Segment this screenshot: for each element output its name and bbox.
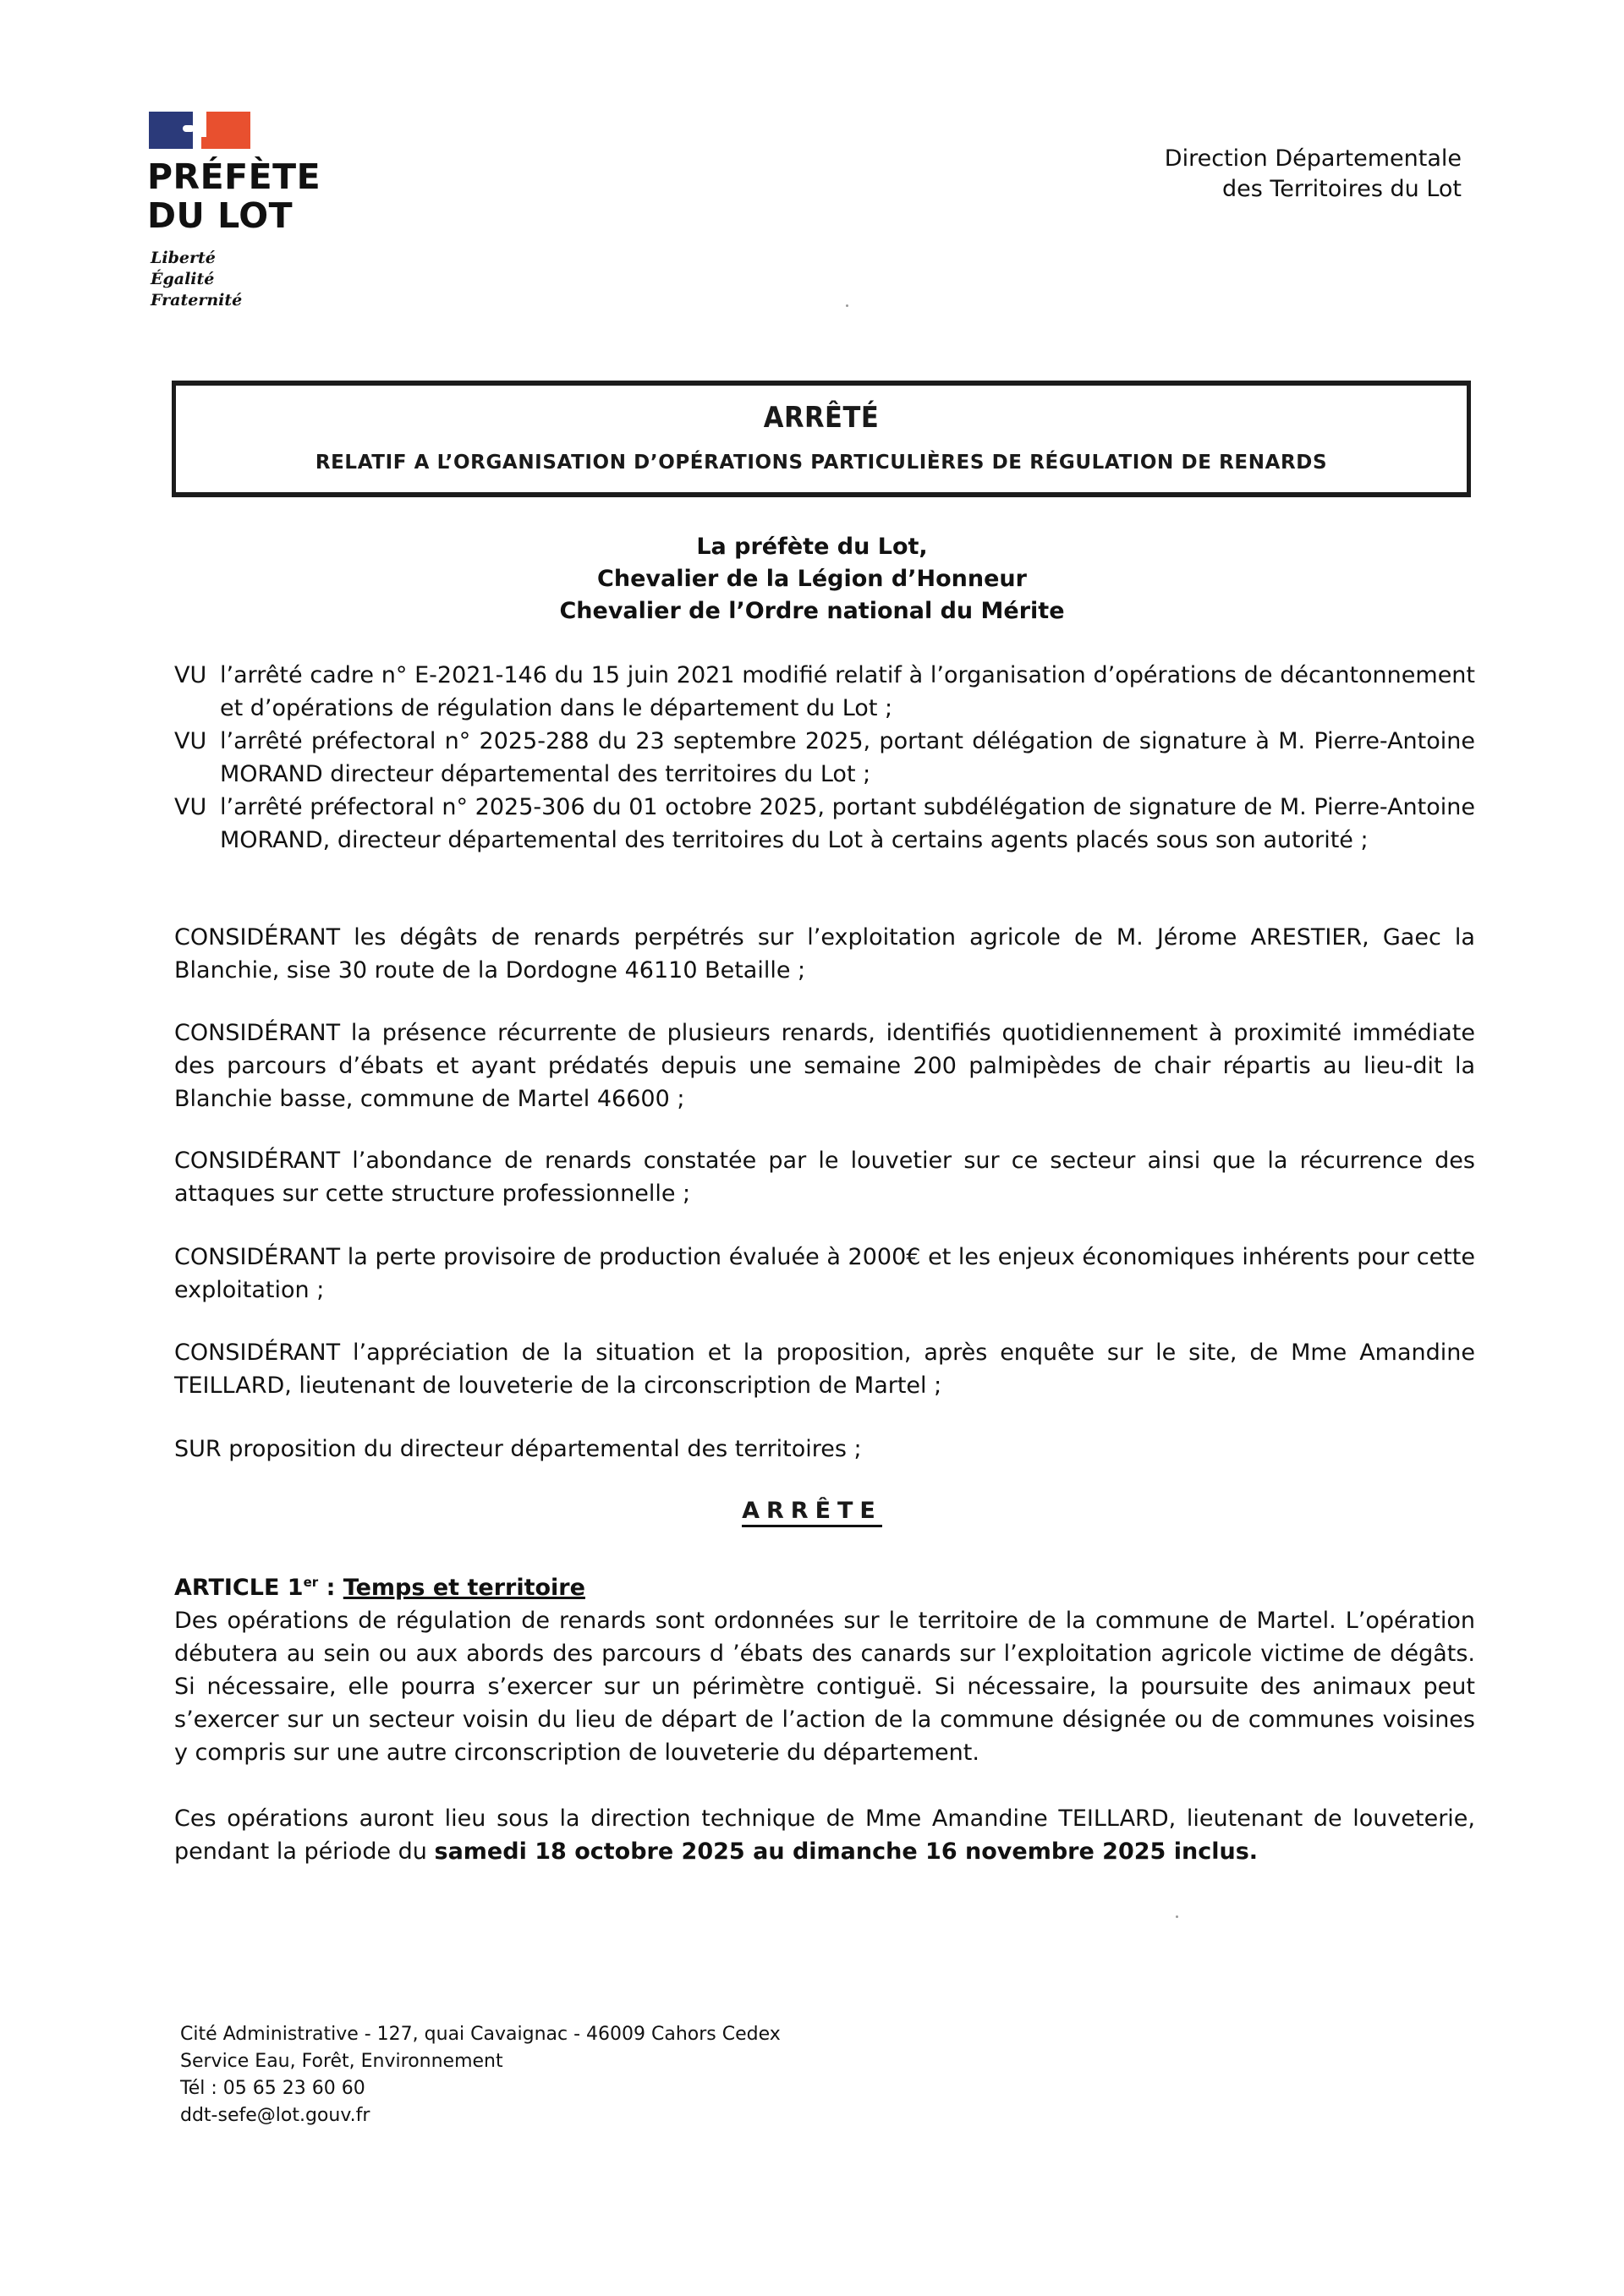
article-1-separator: : <box>318 1575 343 1601</box>
considerant-text: la présence récurrente de plusieurs renards, identifiés quotidiennement à proximité immédiate des parcours d’ébats et ayant prédatés depuis une semaine 200 palmipèdes de chair répartis au lieu-dit la Blanchie basse, commune de Martel 46600 ; <box>174 1020 1475 1112</box>
motto-fraternite: Fraternité <box>151 291 243 310</box>
preamble-line-1: La préfète du Lot, <box>696 534 928 560</box>
prefecture-name-line-1: PRÉFÈTE <box>147 156 321 197</box>
visa-item <box>174 791 1475 857</box>
motto-liberte: Liberté <box>151 249 216 267</box>
considerant-label: CONSIDÉRANT <box>174 1340 341 1366</box>
prefecture-name-line-2: DU LOT <box>147 195 294 236</box>
article-1-heading <box>174 1566 1475 1604</box>
footer-service: Service Eau, Forêt, Environnement <box>180 2051 503 2072</box>
preamble-line-2: Chevalier de la Légion d’Honneur <box>597 566 1027 592</box>
paragraph-spacer <box>174 1769 1475 1802</box>
considerant-text: les dégâts de renards perpétrés sur l’exploitation agricole de M. Jérome ARESTIER, Gaec la Blanchie, sise 30 route de la Dordogne 46110 Betaille ; <box>174 924 1475 984</box>
article-1-period: samedi 18 octobre 2025 au dimanche 16 novembre 2025 inclus. <box>434 1838 1259 1865</box>
considerant-item <box>174 1336 1475 1402</box>
article-1-label: ARTICLE 1 <box>174 1575 304 1601</box>
issuing-direction <box>1165 144 1462 205</box>
visas-list <box>174 659 1475 857</box>
visa-label: VU <box>174 662 207 688</box>
flag-blue-block <box>149 112 193 149</box>
sur-label: SUR <box>174 1436 222 1462</box>
article-1-label-sup: er <box>303 1575 319 1590</box>
flag-red-block <box>206 112 250 149</box>
footer-email[interactable]: ddt-sefe@lot.gouv.fr <box>180 2105 370 2126</box>
article-1 <box>174 1566 1475 1868</box>
considerant-item <box>174 1144 1475 1210</box>
visa-item <box>174 659 1475 725</box>
visa-text: l’arrêté cadre n° E-2021-146 du 15 juin 2021 modifié relatif à l’organisation d’opérations de décantonnement et d’opérations de régulation dans le département du Lot ; <box>220 662 1475 721</box>
considerant-item <box>174 1016 1475 1115</box>
footer-phone: Tél : 05 65 23 60 60 <box>180 2078 365 2099</box>
considerant-text: l’appréciation de la situation et la proposition, après enquête sur le site, de Mme Amandine TEILLARD, lieutenant de louveterie de la circonscription de Martel ; <box>174 1340 1476 1399</box>
considerant-label: CONSIDÉRANT <box>174 1244 341 1270</box>
considerant-text: la perte provisoire de production évaluée à 2000€ et les enjeux économiques inhérents pour cette exploitation ; <box>174 1244 1475 1303</box>
document-subtitle: RELATIF A L’ORGANISATION D’OPÉRATIONS PARTICULIÈRES DE RÉGULATION DE RENARDS <box>315 452 1328 474</box>
article-1-paragraph-2-text: Ces opérations auront lieu sous la direction technique de Mme Amandine TEILLARD, lieutenant de louveterie, pendant la période du <box>174 1806 1475 1865</box>
direction-line-2: des Territoires du Lot <box>1221 176 1462 202</box>
article-1-paragraph-1: Des opérations de régulation de renards sont ordonnées sur le territoire de la commune de Martel. L’opération débutera au sein ou aux abords des parcours d ’ébats des canards sur l’exploitation agricole victime de dégâts. Si nécessaire, elle pourra s’exercer sur un périmètre contiguë. Si nécessaire, la poursuite des animaux peut s’exercer sur un secteur voisin du lieu de départ de l’action de la commune désignée ou de communes voisines y compris sur une autre circonscription de louveterie du département. <box>174 1608 1475 1766</box>
footer-contact <box>180 2021 781 2129</box>
visa-label: VU <box>174 794 207 820</box>
preamble-line-3: Chevalier de l’Ordre national du Mérite <box>559 598 1065 624</box>
title-box <box>172 381 1471 497</box>
document-title: ARRÊTÉ <box>763 401 880 435</box>
sur-text: proposition du directeur départemental des territoires ; <box>228 1436 862 1462</box>
arrete-heading <box>0 1498 1624 1524</box>
scan-speck <box>846 304 848 307</box>
scan-speck <box>1176 1915 1178 1918</box>
sur-proposition <box>174 1433 1475 1466</box>
visa-text: l’arrêté préfectoral n° 2025-306 du 01 octobre 2025, portant subdélégation de signature de M. Pierre-Antoine MORAND, directeur départemental des territoires du Lot à certains agents placés sous son autorité ; <box>220 794 1475 853</box>
considerant-item <box>174 1241 1475 1307</box>
considerant-label: CONSIDÉRANT <box>174 1020 341 1046</box>
footer-address: Cité Administrative - 127, quai Cavaignac - 46009 Cahors Cedex <box>180 2024 781 2045</box>
considerant-label: CONSIDÉRANT <box>174 1148 341 1174</box>
republic-motto <box>151 248 242 311</box>
article-1-paragraph-2 <box>174 1802 1475 1868</box>
visa-text: l’arrêté préfectoral n° 2025-288 du 23 septembre 2025, portant délégation de signature à M. Pierre-Antoine MORAND directeur départemental des territoires du Lot ; <box>220 728 1475 787</box>
considerant-item <box>174 921 1475 987</box>
visa-label: VU <box>174 728 207 754</box>
considerant-label: CONSIDÉRANT <box>174 924 341 951</box>
prefecture-name <box>147 157 321 235</box>
motto-egalite: Égalité <box>151 270 215 288</box>
considerant-text: l’abondance de renards constatée par le louvetier sur ce secteur ainsi que la récurrence des attaques sur cette structure professionnelle ; <box>174 1148 1475 1207</box>
signatory-preamble <box>0 531 1624 627</box>
direction-line-1: Direction Départementale <box>1164 145 1462 172</box>
marianne-flag-icon <box>149 112 250 149</box>
article-1-title: Temps et territoire <box>343 1575 585 1601</box>
visa-item <box>174 725 1475 791</box>
arrete-heading-text: ARRÊTE <box>742 1498 882 1527</box>
